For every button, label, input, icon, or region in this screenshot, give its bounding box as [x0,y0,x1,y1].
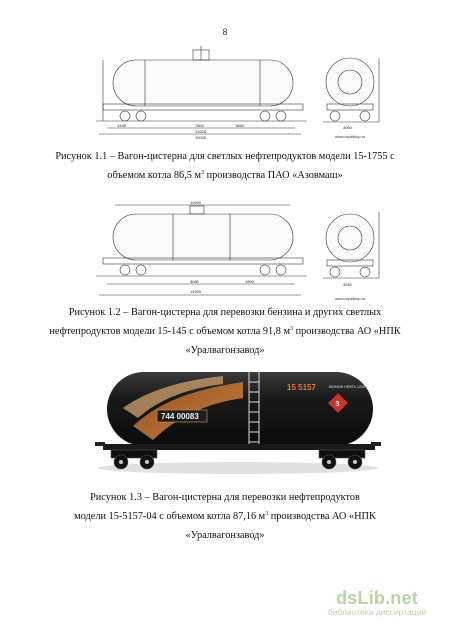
watermark-logo: dsLib.net [336,588,418,608]
page-number: 8 [222,27,228,37]
dimension-label: 1345 [117,123,126,128]
car-number: 744 00083 [161,412,199,421]
dimension-label: 10000 [195,135,207,140]
dimension-label: 12020 [195,129,207,134]
figure-1-2-drawing [95,200,385,305]
hazard-text: БЕНЗИН НЕФТЬ 1203 [329,385,365,389]
dslib-watermark [312,588,442,617]
caption-line: нефтепродуктов модели 15-145 с объемом котла 91,8 $м^3$ производства АО «НПК [49,326,401,337]
dimension-label: 14200 [190,289,202,294]
caption-line: Рисунок 1.3 – Вагон-цистерна для перевозки нефтепродуктов [90,492,360,503]
dimension-label: 3262 [343,282,352,287]
caption-line: Рисунок 1.2 – Вагон-цистерна для перевозки бензина и других светлых [68,307,382,318]
dimension-label: 11990 [190,200,201,205]
figure-1-1-caption [30,147,420,185]
watermark-tagline: библиотека диссертаций [327,607,427,617]
caption-line: «Уралвагонзавод» [185,345,265,356]
model-label: 15 5157 [287,383,316,392]
caption-line: объемом котла 86,5 $м^3$ производства ПАО «Азовмаш» [107,170,343,181]
dimension-label: 3080 [190,279,199,284]
dimension-label: 7800 [195,123,204,128]
drawing-watermark-url: www.mydiblup.ru [335,134,366,139]
svg-text:3: 3 [335,401,340,408]
figure-1-3-photo [93,368,383,478]
figure-1-1-drawing [95,42,385,142]
dimension-label: 1900 [245,279,254,284]
dimension-label: 1850 [235,123,244,128]
dimension-label: 3060 [343,125,352,130]
caption-line: Рисунок 1.1 – Вагон-цистерна для светлых нефтепродуктов модели 15-1755 с [55,151,395,162]
caption-line: «Уралвагонзавод» [185,530,265,541]
figure-1-2-caption [30,303,420,360]
figure-1-3-caption [30,488,420,545]
caption-line: модели 15-5157-04 с объемом котла 87,16 $м^3$ производства АО «НПК [74,511,376,522]
drawing-watermark-url: www.mydiblup.ru [335,296,366,301]
